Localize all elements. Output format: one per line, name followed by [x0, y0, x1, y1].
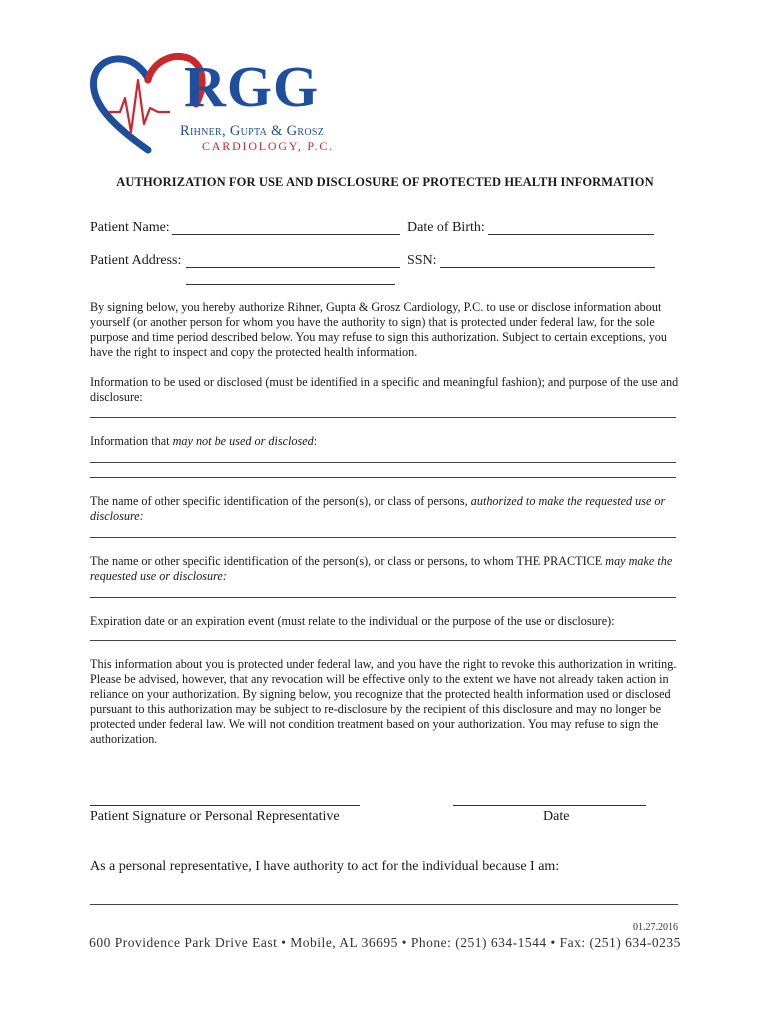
authorized-emphasis: authorized to make the requested use or disclosure: [90, 494, 666, 523]
info-not-used-line-2[interactable] [90, 477, 676, 478]
dob-label: Date of Birth: [407, 220, 485, 235]
form-revision-code: 01.27.2016 [633, 922, 678, 933]
info-not-used-prefix: Information that [90, 434, 173, 448]
dob-field[interactable] [488, 234, 654, 235]
expiration-line[interactable] [90, 640, 676, 641]
signature-date-line[interactable] [453, 805, 646, 806]
info-not-used-emphasis: may not be used or disclosed [172, 434, 314, 448]
recipient-persons-label [90, 554, 690, 584]
representative-line[interactable] [90, 904, 678, 905]
signature-date-label: Date [543, 809, 570, 824]
patient-signature-line[interactable] [90, 805, 360, 806]
patient-name-field[interactable] [172, 234, 400, 235]
ssn-field[interactable] [440, 267, 655, 268]
patient-address-field[interactable] [186, 267, 400, 268]
recipient-prefix: The name or other specific identification of the person(s), or class or persons, to whom THE PRACTICE [90, 554, 606, 568]
practice-logo [88, 50, 338, 160]
recipient-emphasis: may make the requested use or disclosure: [90, 554, 673, 583]
authorized-prefix: The name of other specific identification of the person(s), or class of persons, [90, 494, 471, 508]
patient-signature-label: Patient Signature or Personal Representative [90, 809, 340, 824]
representative-statement: As a personal representative, I have authority to act for the individual because I am: [90, 859, 560, 874]
patient-address-label: Patient Address: [90, 253, 182, 268]
logo-letters: RGG [184, 54, 320, 119]
logo-practice-names: Rihner, Gupta & Grosz [180, 123, 325, 139]
protection-paragraph: This information about you is protected under federal law, and you have the right to revoke this authorization in writing. Please be advised, however, that any revocation will be effective only to the extent we have not already taken action in reliance on your authorization. By signing below, you recognize that the protected health information used or disclosed pursuant to this authorization may be subject to re-disclosure by the recipient of this disclosure and may no longer be protected under federal law. We will not condition treatment based on your authorization. You may refuse to sign the authorization. [90, 657, 677, 746]
info-not-used-line-1[interactable] [90, 462, 676, 463]
logo-practice-type: CARDIOLOGY, P.C. [202, 139, 334, 153]
intro-paragraph: By signing below, you hereby authorize Rihner, Gupta & Grosz Cardiology, P.C. to use or disclose information about yourself (or another person for whom you have the authority to sign) that is protected under federal law, for the sole purpose and time period described below. You may refuse to sign this authorization. Subject to certain exceptions, you have the right to inspect and copy the protected health information. [90, 300, 667, 359]
practice-address-footer: 600 Providence Park Drive East • Mobile, AL 36695 • Phone: (251) 634-1544 • Fax: (251) 634-0235 [89, 935, 681, 950]
info-used-label: Information to be used or disclosed (must be identified in a specific and meaningful fashion); and purpose of the use and disclosure: [90, 375, 679, 404]
info-used-line[interactable] [90, 417, 676, 418]
info-not-used-suffix: : [313, 434, 318, 448]
authorized-persons-line[interactable] [90, 537, 676, 538]
patient-address-field-line2[interactable] [186, 284, 395, 285]
patient-name-label: Patient Name: [90, 220, 170, 235]
info-not-used-label [90, 434, 690, 449]
ssn-label: SSN: [407, 253, 437, 268]
expiration-label: Expiration date or an expiration event (must relate to the individual or the purpose of the use or disclosure): [90, 614, 615, 628]
recipient-persons-line[interactable] [90, 597, 676, 598]
document-title: AUTHORIZATION FOR USE AND DISCLOSURE OF PROTECTED HEALTH INFORMATION [116, 175, 654, 189]
authorized-persons-label [90, 494, 690, 524]
